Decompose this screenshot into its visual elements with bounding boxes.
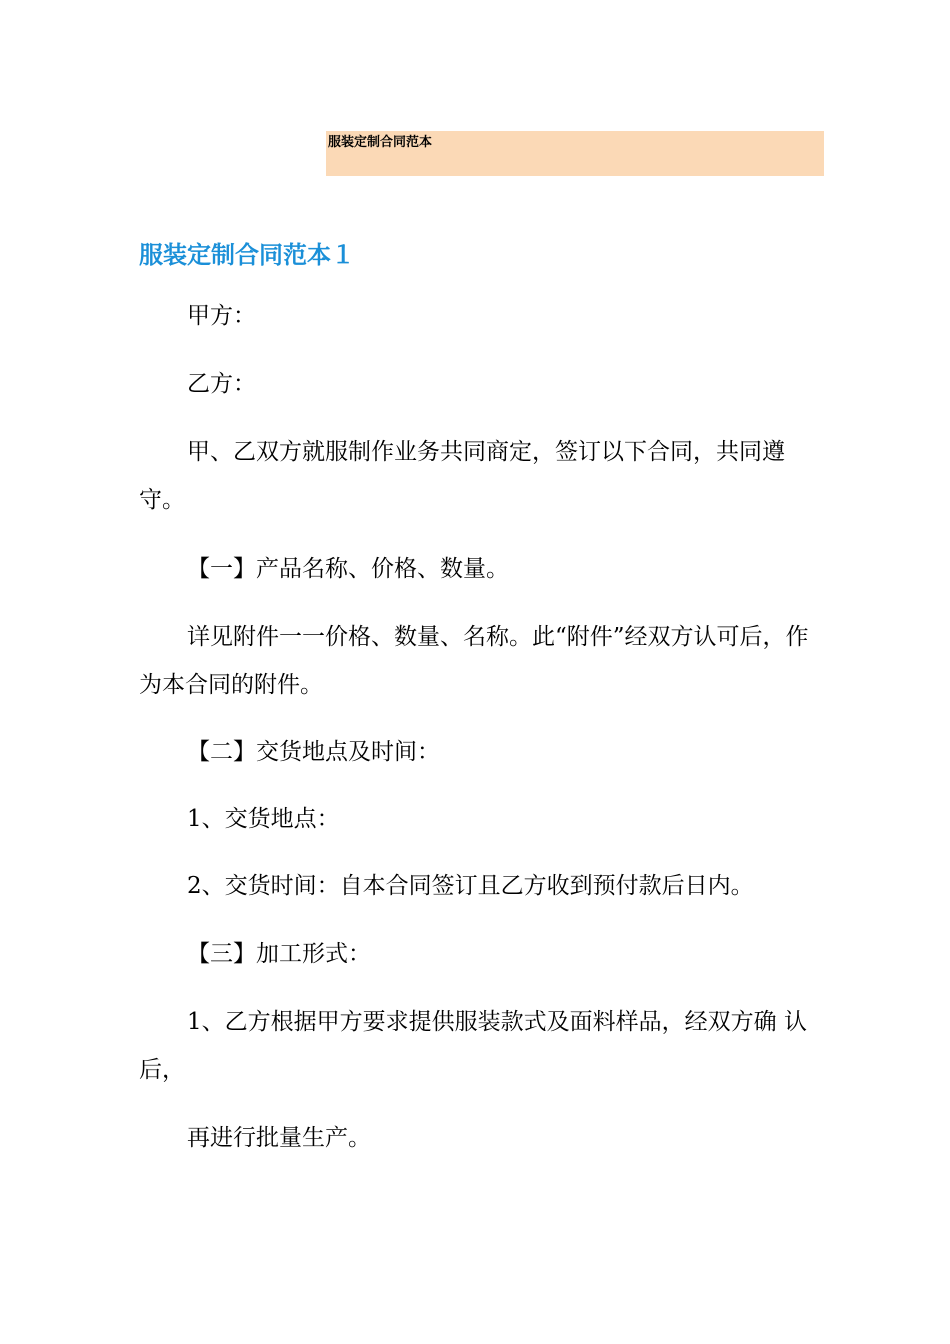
paragraph-section-1-heading: 【一】产品名称、价格、数量。 <box>187 556 509 582</box>
paragraph-delivery-time: 2、交货时间：自本合同签订且乙方收到预付款后日内。 <box>187 873 754 899</box>
document-heading: 服装定制合同范本１ <box>139 241 355 269</box>
paragraph-section-2-heading: 【二】交货地点及时间： <box>187 739 440 765</box>
paragraph-section-1-body: 详见附件一一价格、数量、名称。此“附件”经双方认可后，作为本合同的附件。 <box>139 624 809 698</box>
paragraph-section-3-heading: 【三】加工形式： <box>187 941 371 967</box>
paragraph-party-a: 甲方： <box>187 303 256 329</box>
header-band-title: 服装定制合同范本 <box>328 135 433 150</box>
paragraph-processing-2: 再进行批量生产。 <box>187 1125 371 1151</box>
paragraph-intro: 甲、乙双方就服制作业务共同商定，签订以下合同，共同遵守。 <box>139 439 785 513</box>
paragraph-party-b: 乙方： <box>187 371 256 397</box>
paragraph-delivery-place: 1、交货地点： <box>187 806 340 832</box>
paragraph-processing-1: 1、乙方根据甲方要求提供服装款式及面料样品，经双方确 认后， <box>139 1009 807 1083</box>
header-band <box>326 131 824 176</box>
